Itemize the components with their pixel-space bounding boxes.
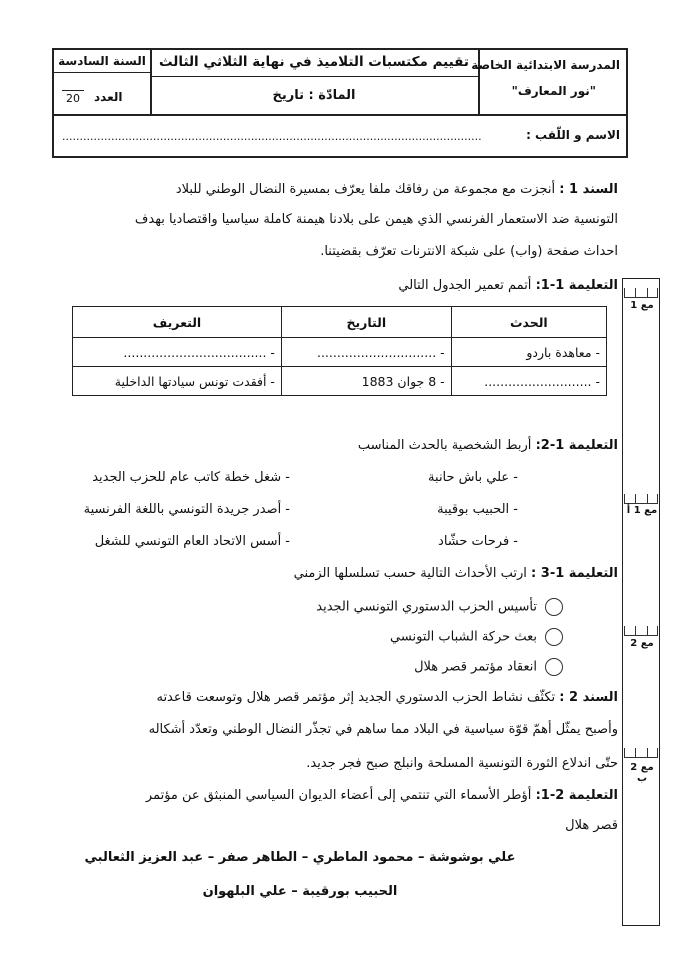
- header-box: [52, 48, 628, 158]
- order-item: تأسيس الحزب الدستوري التونسي الجديد: [316, 598, 563, 616]
- grading-boxes: [624, 626, 658, 636]
- divider: [150, 50, 152, 114]
- school-name: "نور المعارف": [511, 84, 596, 98]
- name-field[interactable]: ........................................................................................................................: [62, 130, 482, 143]
- order-circle[interactable]: [545, 598, 563, 616]
- q13-instruction: التعليمة 1-3 : ارتب الأحداث التالية حسب تسلسلها الزمني: [293, 566, 618, 581]
- table-row: [73, 367, 607, 396]
- event-item: - أصدر جريدة التونسي باللغة الفرنسية: [83, 502, 290, 517]
- grading-boxes: [624, 748, 658, 758]
- events-table: [72, 306, 607, 396]
- page-title: تقييم مكتسبات التلاميذ في نهاية الثلاثي الثالث: [159, 54, 469, 70]
- order-circle[interactable]: [545, 628, 563, 646]
- q11-instruction: التعليمة 1-1: أتمم تعمير الجدول التالي: [398, 278, 618, 293]
- q21-line2: قصر هلال: [565, 818, 618, 833]
- order-item: بعث حركة الشباب التونسي: [390, 628, 563, 646]
- doc2-line1: السند 2 : تكثّف نشاط الحزب الدستوري الجديد إثر مؤتمر قصر هلال وتوسعت قاعدته: [156, 690, 618, 705]
- table-cell: - معاهدة باردو: [451, 338, 606, 367]
- table-row: [73, 338, 607, 367]
- names-row[interactable]: علي بوشوشة – محمود الماطري – الطاهر صفر – عبد العزيز الثعالبي: [84, 850, 516, 865]
- table-cell[interactable]: - ....................................: [73, 338, 282, 367]
- table-header: الحدث: [451, 307, 606, 338]
- grading-mark: مع 2 ب: [630, 762, 654, 784]
- grading-boxes: [624, 494, 658, 504]
- table-header: التعريف: [73, 307, 282, 338]
- grading-mark: مع 2: [630, 638, 654, 649]
- divider: [150, 76, 478, 77]
- doc2-line2: وأصبح يمثّل أهمّ قوّة سياسية في البلاد مما ساهم في تجذّر النضال الوطني وتعدّد أشكاله: [148, 722, 618, 737]
- doc1-line2: التونسية ضد الاستعمار الفرنسي الذي هيمن على بلادنا هيمنة كاملة سياسيا واقتصاديا بهدف: [134, 212, 618, 227]
- person-item: - الحبيب بوقيبة: [437, 502, 518, 517]
- grading-mark: مع 1: [630, 300, 654, 311]
- table-cell: - 8 جوان 1883: [281, 367, 451, 396]
- divider: [54, 114, 626, 116]
- table-cell[interactable]: - ...........................: [451, 367, 606, 396]
- doc2-line3: حتّى اندلاع الثورة التونسية المسلحة وانبلج صبح فجر جديد.: [306, 756, 618, 771]
- doc2-label: السند 2 :: [559, 690, 618, 705]
- order-circle[interactable]: [545, 658, 563, 676]
- q21-instruction: التعليمة 2-1: أؤطر الأسماء التي تنتمي إلى أعضاء الديوان السياسي المنبثق عن مؤتمر: [145, 788, 618, 803]
- name-label: الاسم و اللّقب :: [526, 128, 620, 142]
- table-cell[interactable]: - ..............................: [281, 338, 451, 367]
- event-item: - شغل خطة كاتب عام للحزب الجديد: [92, 470, 290, 485]
- person-item: - علي باش حانبة: [428, 470, 518, 485]
- grading-column: [622, 278, 660, 926]
- grade: السنة السادسة: [58, 54, 146, 68]
- table-cell: - أفقدت تونس سيادتها الداخلية: [73, 367, 282, 396]
- event-item: - أسس الاتحاد العام التونسي للشغل: [94, 534, 290, 549]
- person-item: - فرحات حشّاد: [438, 534, 518, 549]
- q12-instruction: التعليمة 1-2: أربط الشخصية بالحدث المناسب: [357, 438, 618, 453]
- grading-mark: مع 1 أ: [626, 505, 658, 516]
- score-label: العدد: [94, 90, 123, 104]
- doc1-line3: احداث صفحة (واب) على شبكة الانترنات تعرّف بقضيتنا.: [320, 244, 618, 259]
- school-label: المدرسة الابتدائية الخاصة: [471, 58, 620, 72]
- score-total: 20: [62, 90, 84, 105]
- names-row[interactable]: الحبيب بورقيبة – علي البلهوان: [202, 884, 398, 899]
- divider: [54, 72, 150, 73]
- grading-boxes: [624, 288, 658, 298]
- doc1-line1: السند 1 : أنجزت مع مجموعة من رفاقك ملفا يعرّف بمسيرة النضال الوطني للبلاد: [175, 182, 618, 197]
- order-item: انعقاد مؤتمر قصر هلال: [414, 658, 563, 676]
- table-header: التاريخ: [281, 307, 451, 338]
- subject: المادّة : تاريخ: [272, 88, 356, 103]
- doc1-label: السند 1 :: [559, 182, 618, 197]
